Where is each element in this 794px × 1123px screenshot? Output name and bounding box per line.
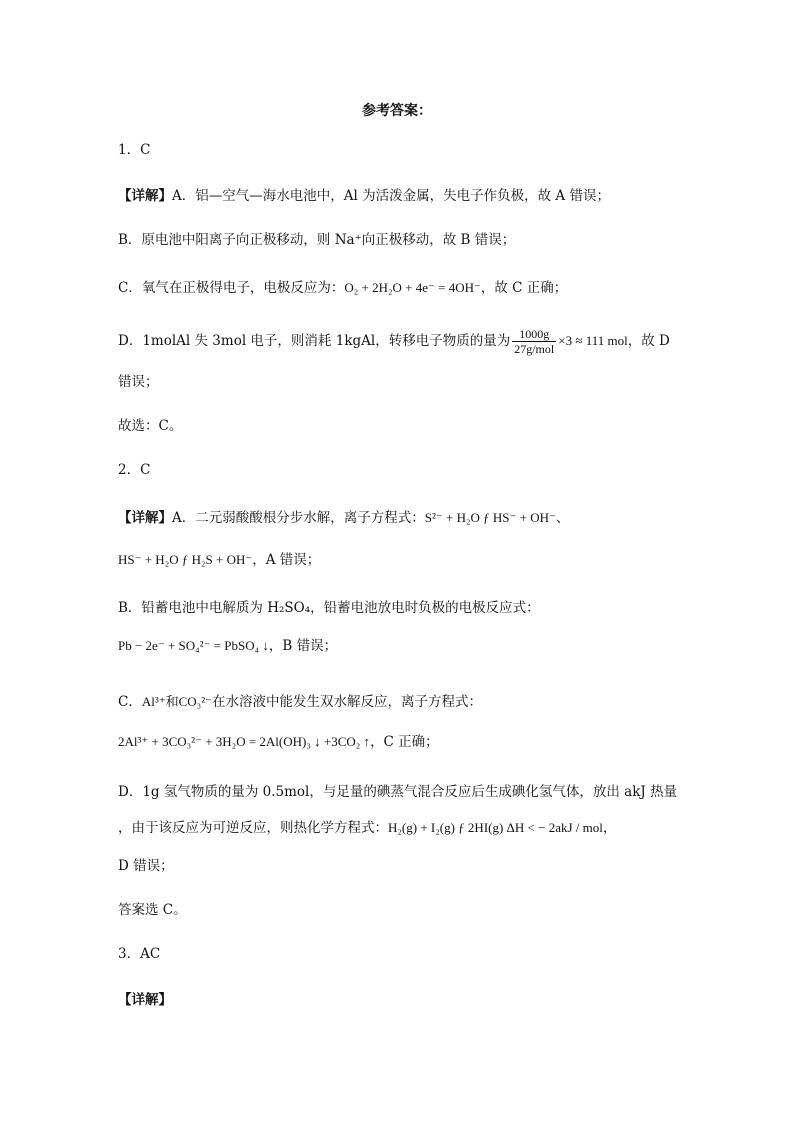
q1-answer: 1．C [118, 142, 151, 158]
q1-option-a [118, 186, 610, 206]
q2-option-c [118, 692, 482, 712]
q2-d-prefix: ，由于该反应为可逆反应，则热化学方程式： [118, 820, 388, 836]
q2-c-ions: Al³⁺和CO₃²⁻ [141, 694, 212, 709]
q1-conclusion: 故选：C。 [118, 418, 183, 434]
q1-d-suffix: ，故 D [627, 333, 670, 349]
q2-option-a [118, 508, 569, 528]
q1-d-fraction-numerator: 1000g [512, 327, 556, 342]
q1-a-text: A．铝—空气—海水电池中，Al 为活泼金属，失电子作负极，故 A 错误； [172, 188, 610, 204]
q2-answer: 2．C [118, 462, 151, 478]
q2-option-d-line2 [118, 818, 616, 838]
q2-c-formula: 2Al³⁺ + 3CO₃²⁻ + 3H₂O = 2Al(OH)₃ ↓ +3CO₂ ↑ [118, 734, 371, 749]
q2-a-formula-2: HS⁻ + H₂O ƒ H₂S + OH⁻ [118, 552, 253, 567]
q2-option-b-line2 [118, 636, 337, 656]
q2-a-prefix: A．二元弱酸酸根分步水解，离子方程式： [172, 510, 425, 526]
q2-d-formula: H₂(g) + I₂(g) ƒ 2HI(g) ΔH < − 2akJ / mol [388, 820, 603, 835]
q1-d-fraction [512, 327, 556, 356]
q2-c-prefix: C． [118, 694, 142, 710]
q2-d-suffix: ， [602, 820, 617, 836]
q3-answer: 3．AC [118, 946, 161, 962]
q2-conclusion: 答案选 C。 [118, 902, 187, 918]
q1-d-prefix: D．1molAl 失 3mol 电子，则消耗 1kgAl，转移电子物质的量为 [118, 333, 511, 349]
page-title: 参考答案： [362, 103, 432, 119]
q2-option-c-line2 [118, 732, 439, 752]
q2-option-d-line3: D 错误； [118, 858, 174, 874]
q1-option-b: B．原电池中阳离子向正极移动，则 Na⁺向正极移动，故 B 错误； [118, 232, 516, 248]
q2-a-formula-1: S²⁻ + H₂O ƒ HS⁻ + OH⁻ [424, 510, 556, 525]
q1-c-formula: O₂ + 2H₂O + 4e⁻ = 4OH⁻ [344, 280, 481, 295]
q3-detail-tag: 【详解】 [118, 992, 172, 1008]
q2-option-a-line2 [118, 550, 320, 570]
q2-a-suffix: ，A 错误； [252, 552, 321, 568]
q1-d-fraction-denominator: 27g/mol [514, 342, 555, 356]
q1-c-prefix: C．氧气在正极得电子，电极反应为： [118, 280, 345, 296]
q1-option-c [118, 278, 567, 298]
q2-c-mid: 在水溶液中能发生双水解反应，离子方程式： [211, 694, 482, 710]
q1-c-suffix: ，故 C 正确； [480, 280, 568, 296]
q1-d-fraction-tail: ×3 ≈ 111 mol [558, 333, 628, 348]
q2-detail-tag: 【详解】 [118, 510, 172, 526]
q2-a-separator: 、 [555, 510, 570, 526]
q1-option-d-line2: 错误； [118, 374, 159, 390]
q1-detail-tag: 【详解】 [118, 188, 172, 204]
q2-b-suffix: ，B 错误； [268, 638, 338, 654]
q1-option-d [118, 324, 670, 358]
q2-option-d: D．1g 氢气物质的量为 0.5mol，与足量的碘蒸气混合反应后生成碘化氢气体，放出 akJ 热量 [118, 784, 678, 800]
q2-option-b: B．铅蓄电池中电解质为 H₂SO₄，铅蓄电池放电时负极的电极反应式： [118, 600, 540, 616]
q2-b-formula: Pb − 2e⁻ + SO₄²⁻ = PbSO₄ ↓ [118, 638, 269, 653]
q2-c-suffix: ，C 正确； [370, 734, 439, 750]
